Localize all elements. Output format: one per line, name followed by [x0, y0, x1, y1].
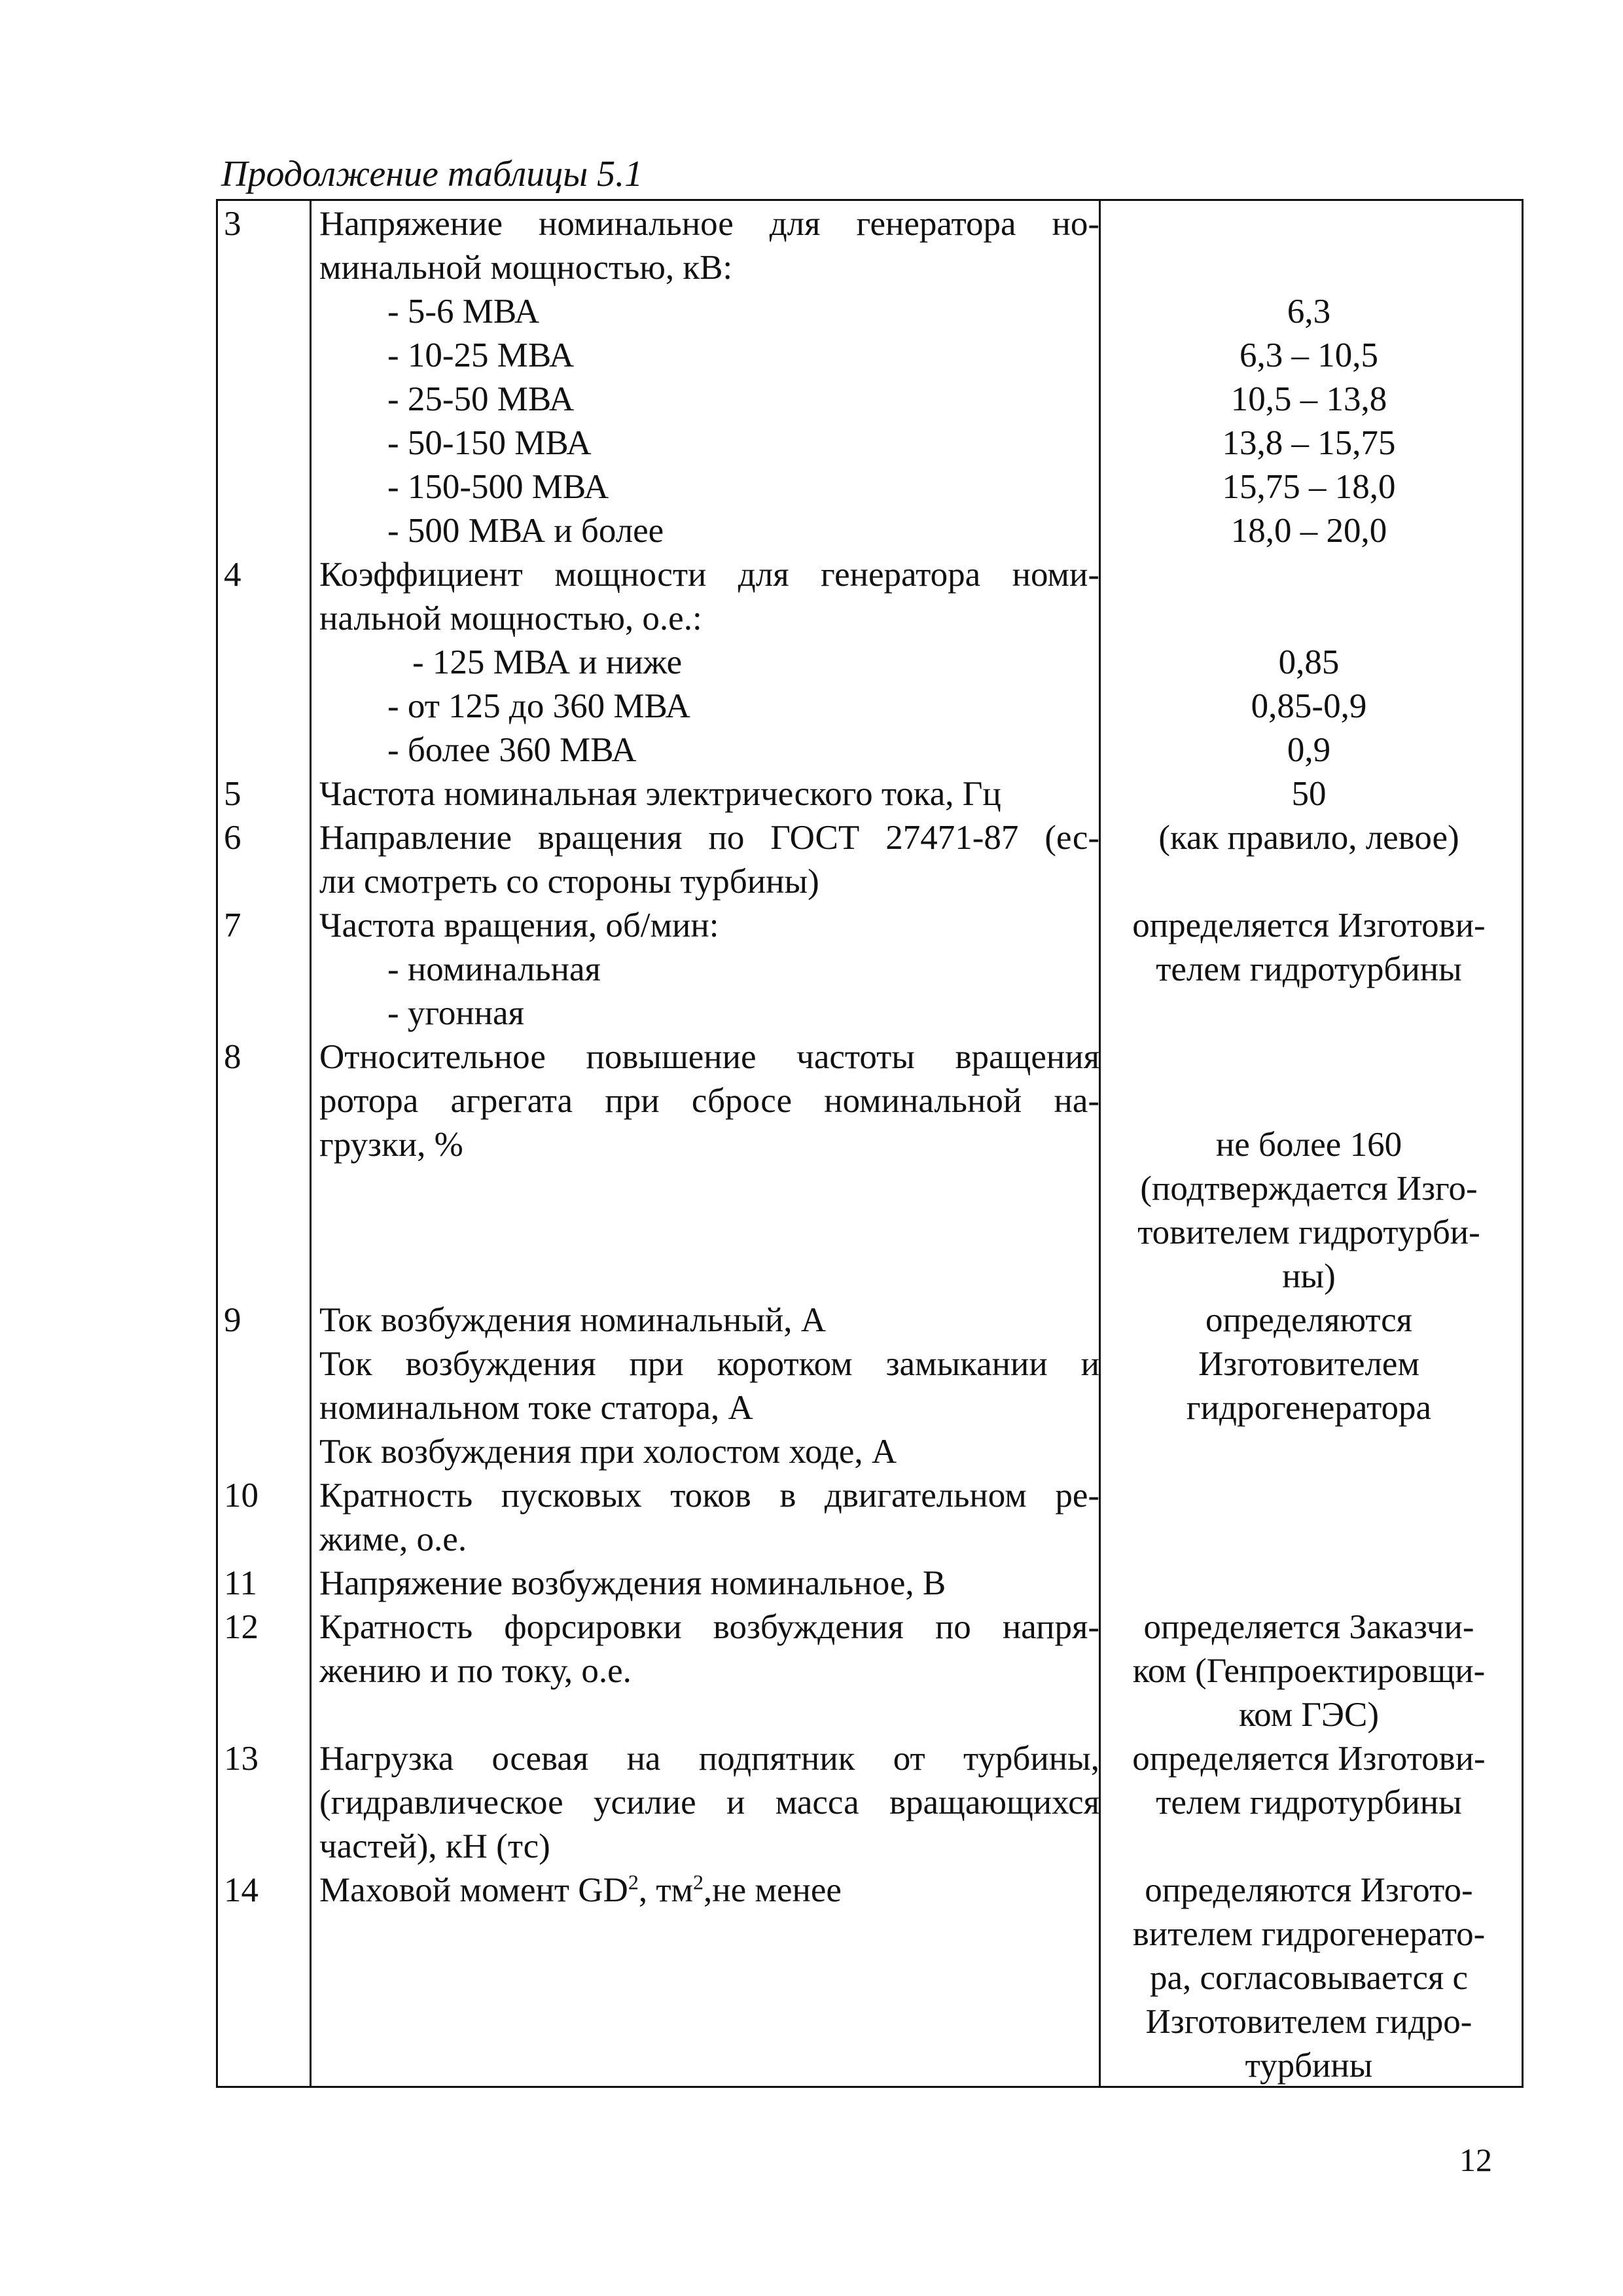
- parameter-description: Напряжение возбуждения номинальное, В: [319, 1564, 946, 1602]
- parameter-subitem: - 5-6 МВА: [387, 293, 540, 331]
- parameter-value: не более 160: [1215, 1126, 1402, 1164]
- parameter-value: 0,85: [1278, 643, 1340, 681]
- parameter-description: Частота номинальная электрического тока, Гц: [319, 775, 1001, 813]
- parameter-description: Нагрузка осевая на подпятник от турбины,: [319, 1740, 1099, 1778]
- parameter-value: 0,85-0,9: [1251, 687, 1367, 725]
- parameter-description: номинальном токе статора, А: [319, 1389, 753, 1427]
- parameter-value: 0,9: [1287, 731, 1331, 769]
- row-number: 5: [224, 775, 241, 813]
- row-number: 14: [224, 1871, 259, 1909]
- parameter-description: ли смотреть со стороны турбины): [319, 863, 819, 901]
- parameter-value: турбины: [1245, 2047, 1373, 2085]
- column-divider-number: [310, 201, 312, 2086]
- row-number: 4: [224, 556, 241, 594]
- parameter-subitem: - 125 МВА и ниже: [412, 643, 683, 681]
- parameter-value: определяется Изготови-: [1132, 906, 1486, 944]
- parameter-value: телем гидротурбины: [1156, 950, 1462, 988]
- parameter-subitem: - 500 МВА и более: [387, 512, 664, 550]
- parameter-value: ком ГЭС): [1239, 1696, 1379, 1734]
- parameter-description: Ток возбуждения при холостом ходе, А: [319, 1433, 897, 1471]
- parameter-description: жиме, о.е.: [319, 1520, 467, 1558]
- parameter-description: частей), кН (тс): [319, 1827, 550, 1865]
- parameter-value: 50: [1291, 775, 1327, 813]
- row-number: 10: [224, 1477, 259, 1515]
- parameter-value: определяются: [1205, 1301, 1413, 1339]
- parameter-description: жению и по току, о.е.: [319, 1652, 632, 1690]
- parameter-description: (гидравлическое усилие и масса вращающихся: [319, 1784, 1099, 1821]
- page-number: 12: [1459, 2142, 1492, 2178]
- parameter-value: 15,75 – 18,0: [1222, 468, 1396, 506]
- parameter-description: Кратность форсировки возбуждения по напря-: [319, 1608, 1099, 1646]
- parameter-value: товителем гидротурби-: [1137, 1213, 1480, 1251]
- parameter-value: определяется Изготови-: [1132, 1740, 1486, 1778]
- row-number: 3: [224, 205, 241, 243]
- parameter-description: Коэффициент мощности для генератора номи-: [319, 556, 1099, 594]
- parameter-value: определяется Заказчи-: [1143, 1608, 1474, 1646]
- parameter-description: нальной мощностью, о.е.:: [319, 600, 702, 637]
- row-number: 7: [224, 906, 241, 944]
- parameter-value: ком (Генпроектировщи-: [1132, 1652, 1486, 1690]
- parameter-value: 13,8 – 15,75: [1222, 424, 1396, 462]
- parameter-subitem: - номинальная: [387, 950, 601, 988]
- parameter-subitem: - 25-50 МВА: [387, 380, 575, 418]
- parameter-description: ротора агрегата при сбросе номинальной на-: [319, 1082, 1099, 1120]
- parameter-value: гидрогенератора: [1186, 1389, 1432, 1427]
- parameter-value: Изготовителем: [1198, 1345, 1419, 1383]
- parameter-description: минальной мощностью, кВ:: [319, 249, 733, 287]
- parameter-subitem: - угонная: [387, 994, 524, 1032]
- parameter-description: Маховой момент $GD^2$, $тм^2,не$ менее: [319, 1870, 842, 1909]
- parameter-value: телем гидротурбины: [1156, 1784, 1462, 1821]
- parameter-value: 6,3 – 10,5: [1240, 336, 1378, 374]
- parameter-value: определяются Изгото-: [1145, 1871, 1473, 1909]
- parameter-value: 10,5 – 13,8: [1230, 380, 1387, 418]
- parameter-subitem: - 150-500 МВА: [387, 468, 609, 506]
- parameter-description: Ток возбуждения номинальный, А: [319, 1301, 827, 1339]
- parameter-value: ра, согласовывается с: [1149, 1959, 1469, 1997]
- parameter-value: Изготовителем гидро-: [1145, 2003, 1472, 2041]
- parameter-value: (подтверждается Изго-: [1140, 1170, 1478, 1208]
- parameter-subitem: - 10-25 МВА: [387, 336, 575, 374]
- parameter-description: Частота вращения, об/мин:: [319, 906, 719, 944]
- parameter-value: вителем гидрогенерато-: [1132, 1915, 1486, 1953]
- parameter-value: 18,0 – 20,0: [1230, 512, 1387, 550]
- row-number: 9: [224, 1301, 241, 1339]
- parameter-description: Кратность пусковых токов в двигательном ре-: [319, 1477, 1099, 1515]
- parameter-description: Направление вращения по ГОСТ 27471-87 (ес-: [319, 819, 1099, 857]
- row-number: 11: [224, 1564, 258, 1602]
- parameter-description: Ток возбуждения при коротком замыкании и: [319, 1345, 1099, 1383]
- parameter-value: (как правило, левое): [1158, 819, 1459, 857]
- parameter-description: Напряжение номинальное для генератора но-: [319, 205, 1099, 243]
- parameter-description: грузки, %: [319, 1126, 463, 1164]
- parameter-value: 6,3: [1287, 293, 1331, 331]
- row-number: 12: [224, 1608, 259, 1646]
- parameter-subitem: - от 125 до 360 МВА: [387, 687, 690, 725]
- parameter-value: ны): [1282, 1257, 1336, 1295]
- parameter-subitem: - 50-150 МВА: [387, 424, 592, 462]
- table-caption: Продолжение таблицы 5.1: [221, 154, 643, 194]
- row-number: 6: [224, 819, 241, 857]
- parameter-description: Относительное повышение частоты вращения: [319, 1038, 1099, 1076]
- row-number: 13: [224, 1740, 259, 1778]
- parameter-subitem: - более 360 МВА: [387, 731, 637, 769]
- row-number: 8: [224, 1038, 241, 1076]
